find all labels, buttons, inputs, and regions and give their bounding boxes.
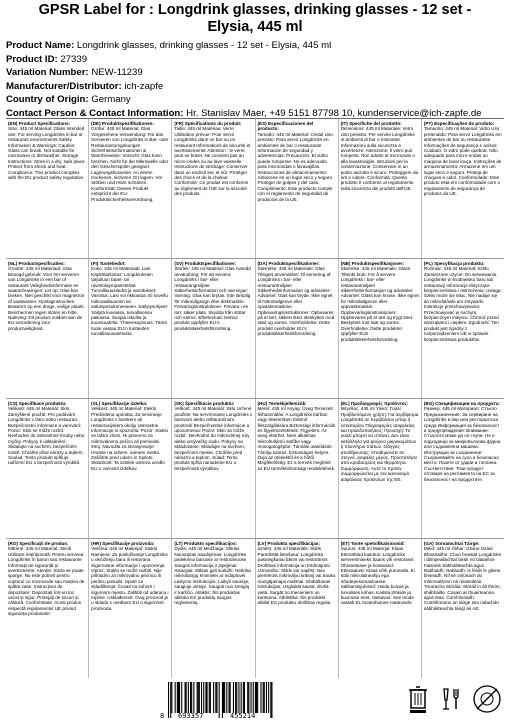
spec-row	[6, 538, 504, 678]
spec-heading: (FR) Spécifications du produit:	[174, 121, 242, 126]
spec-text: Größe: 445 ml Material: Glas Vorgesehene Verwendung: Für das Servieren von Longdrinks in Bar- oder Restaurantumgebungen Sicherheitsinformationen & Warnhinweise: Vorsicht: Glas kann brechen. Nicht für die Mikrowelle oder den Geschirrspüler geeignet. Lagerungshinweise: An einem trockenen, sicheren Ort lagern. Vor Stößen und Hitze schützen. Konformität: Dieses Produkt entspricht der EU-Produktsicherheitsverordnung.	[91, 126, 169, 202]
barcode-bar	[266, 682, 267, 713]
spec-text: Méret: 445 ml Anyag: Üveg Tervezett felhasználás: A Longdrinks bárban vagy étteremben történő felszolgálására Biztonsági információk és figyelmeztetések: Figyelem: Az üveg eltörhet. Nem alkalmas mikrohullámú sütőbe vagy mosogatógépbe. Tárolási utasítások: Tárolja száraz, biztonságos helyen. Óvja az ütésektől és a hőtől. Megfelelőség: Ez a termék megfelel az EU termékbiztonsági rendeletének.	[257, 406, 336, 471]
barcode-bar	[203, 682, 204, 713]
barcode-bar	[224, 682, 225, 713]
barcode-bar	[238, 682, 239, 713]
no-dishwasher-icon	[472, 684, 502, 714]
spec-text: Dimensioni: 445 ml Materiale: Vetro Uso previsto: Per servire Longdrinks in ambienti di bar o ristorante Informazioni sulla sicurezza e avvertenze: Attenzione: Il vetro può rompersi. Non adatto al microonde o alla lavastoviglie. Istruzioni per la conservazione: Conservare in un posto asciutto e sicuro. Proteggere da urti e calore. Conformità: Questo prodotto è conforme al regolamento sulla sicurezza dei prodotti dell'UE.	[340, 126, 419, 191]
spec-cell	[171, 119, 254, 258]
spec-cell	[88, 259, 171, 398]
barcode-bar	[193, 682, 194, 713]
barcode-bar	[253, 682, 254, 713]
spec-text: Grootte: 445 ml Materiaal: Glas Beoogd gebruik: Voor het serveren van Longdrinks in een bar of restaurant Veiligheidsinformatie en waarschuwingen: Let op: Glas kan breken. Niet geschikt voor magnetron of vaatwasser. Opslaginstructies: Bewaren op een droge, veilige plaats. Beschermen tegen stoten en hitte. Naleving: Dit product voldoet aan de EU-verordening voor productveiligheid.	[8, 266, 85, 331]
label-title: GPSR Label for : Longdrink glasses, drinking glasses - 12 set - Elysia, 445 ml	[38, 2, 472, 35]
spec-text: Izmērs: 445 ml Materiāls: Stikls Paredzētā lietošana: Longdrinks pasniegšanai bāros vai restorānos Drošības informācija un brīdinājumi: Uzmanību: Stikls var saplīst. Nav piemērots mikroviļņu krāsnij vai trauku mazgājamajai mašīnai. Glabāšanas instrukcijas: Uzglabāt sausā, drošā vietā. Sargāt no triecieniem un karstuma. Atbilstība: Šis produkts atbilst ES produktu drošības regulai.	[257, 546, 336, 606]
spec-text: Koko: 445 ml Materiaali: Lasi Käyttötarkoitus: Longdrinksien tarjoiluun baari- tai ravintolaympäristössä Turvallisuustiedot ja varoitukset: Varoitus: Lasi voi rikkoutua. Ei sovellu mikroaaltouuniin tai astianpesukoneeseen. Säilytysohjeet: Säilytä kuivassa, turvallisessa paikassa. Suojaa iskuilta ja kuumuudelta. Yhteensopivuus: Tämä tuote vastaa EU:n tuotteiden turvallisuusasetusta.	[91, 266, 169, 337]
disposal-bin-icon	[406, 684, 430, 714]
barcode-bar	[197, 682, 198, 713]
spec-text: Dydis: 445 ml Medžiaga: Stiklas Numatytas naudojimas: Longdrinks patiekimui baruose ar restoranuose Saugos informacija ir įspėjimai: Atsargiai: Stiklas gali sudužti. Netinka mikrobangų krosnelei ar indaplovei. Laikymo instrukcijos: Laikyti sausoje, saugioje vietoje. Saugoti nuo smūgių ir karščio. Atitiktis: Šis produktas atitinka ES produktų saugos reglamentą.	[174, 546, 251, 606]
spec-heading: (IT) Specifiche del prodotto:	[340, 121, 402, 126]
spec-text: Mărime: 445 ml Material: Sticlă Utilizare intenționată: Pentru servirea Longdrinks în baruri sau restaurante Informații de siguranță și avertismente: Atenție: Sticla se poate sparge. Nu este potrivit pentru cuptorul cu microunde sau mașina de spălat vase. Instrucțiuni de depozitare: Depozitați într-un loc uscat și sigur. Protejați de șocuri și căldură. Conformitate: Acest produs respectă regulamentul UE privind siguranța produselor.	[8, 546, 85, 617]
spec-heading: (SV) Produktspecifikationer:	[174, 261, 237, 266]
spec-text: Μέγεθος: 445 ml Υλικό: Γυαλί Προβλεπόμενη χρήση: Για σερβίρισμα Longdrinks σε περιβάλλον μπαρ ή εστιατορίου Πληροφορίες ασφαλείας και προειδοποιήσεις: Προσοχή: Το γυαλί μπορεί να σπάσει. Δεν είναι κατάλληλο για φούρνο μικροκυμάτων ή πλυντήριο πιάτων. Οδηγίες αποθήκευσης: Αποθηκεύστε σε στεγνό, ασφαλές μέρος. Προστατέψτε από κραδασμούς και θερμότητα. Συμμόρφωση: Αυτό το προϊόν συμμορφώνεται με τον κανονισμό ασφάλειας προϊόντων της ΕΕ.	[340, 406, 419, 482]
spec-heading: (BG) Спецификации на продукта:	[423, 401, 500, 406]
barcode-bar	[199, 682, 200, 713]
barcode-bar	[177, 682, 178, 713]
spec-heading: (DE) Produktspezifikationen:	[91, 121, 154, 126]
barcode-bar	[236, 682, 237, 713]
barcode-bar	[219, 682, 220, 718]
glass-fork-icon	[436, 684, 466, 714]
barcode-bar	[263, 682, 264, 713]
barcode-bar	[247, 682, 248, 713]
spec-heading: (SK) Špecifikácie produktu:	[174, 401, 235, 406]
barcode-digits-left: 693357	[178, 712, 204, 720]
spec-text: Размер: 445 ml Материал: Стъкло Предназначение: За сервиране на Longdrinks в бар или ресторантска среда Информация за безопасност и предупреждения: Внимание: Стъклото може да се счупи. Не е подходящо за микровълнова фурна или съдомиялна машина. Инструкции за съхранение: Съхранявайте на сухо и безопасно място. Пазете от удари и топлина. Съответствие: Този продукт отговаря на регламента на ЕС за безопасност на продуктите.	[423, 406, 501, 482]
spec-cell	[88, 539, 171, 678]
barcode-bar	[198, 682, 199, 713]
barcode-bar	[215, 682, 216, 713]
barcode-bar	[260, 682, 261, 713]
spec-grid	[6, 118, 504, 678]
spec-cell	[6, 399, 88, 538]
spec-row	[6, 398, 504, 538]
barcode-bar	[178, 682, 179, 713]
spec-cell	[6, 119, 88, 258]
care-icons	[406, 684, 502, 714]
spec-text: Velikost: 445 ml Materiál: Sklo Zamýšlené použití: Pro podávání Longdrinks v baru nebo restauraci Bezpečnostní informace a varování: Pozor: Sklo se může rozbít. Nevhodné do mikrovlnné trouby nebo myčky. Pokyny k uskladnění: Skladujte na suchém, bezpečném místě. Chraňte před nárazy a teplem. Soulad: Tento produkt splňuje nařízení EU o bezpečnosti výrobků.	[8, 406, 85, 466]
spec-cell	[338, 259, 421, 398]
label-footer	[0, 680, 510, 720]
spec-cell	[171, 399, 254, 538]
barcode-bar	[191, 682, 192, 713]
barcode-bar	[257, 682, 258, 713]
spec-cell	[338, 119, 421, 258]
barcode-bar	[213, 682, 214, 713]
spec-heading: (DA) Produktspecifikationer:	[257, 261, 320, 266]
spec-heading: (ET) Toote spetsifikatsioonid:	[340, 541, 405, 546]
spec-row	[6, 118, 504, 258]
spec-heading: (PT) Especificações do produto:	[423, 121, 495, 126]
spec-cell	[421, 119, 504, 258]
spec-text: Tamanho: 445 ml Material: Vidro Uso pretendido: Para servir Longdrinks em ambientes de bar ou restaurante Informações de segurança e avisos: Cuidado: O vidro pode quebrar. Não adequado para micro-ondas ou máquina de lavar louça. Instruções de armazenamento: Armazene em um lugar seco e seguro. Proteja de choques e calor. Conformidade: Este produto está em conformidade com o regulamento de segurança de produtos da UE.	[423, 126, 502, 197]
barcode-bar	[251, 682, 252, 713]
spec-heading: (ES) Especificaciones del producto:	[257, 121, 314, 132]
spec-cell	[421, 399, 504, 538]
spec-cell	[255, 119, 338, 258]
barcode-bar	[216, 682, 217, 713]
barcode-bar	[170, 682, 171, 718]
barcode-bar	[179, 682, 180, 713]
spec-text: Velikost: 445 ml Material: Steklo Predvidena uporaba: Za serviranje Longdrinks v barskem ali restavracijskem okolju Varnostne informacije in opozorila: Pozor: Steklo se lahko zlomi. Ni primerno za mikrovalovno pečico ali pomivalni stroj. Navodila za shranjevanje: Hranite na suhem, varnem mestu. Zaščitite pred udarci in toploto. Skladnost: Ta izdelek ustreza uredbi EU o varnosti izdelkov.	[91, 406, 169, 471]
barcode-bar	[268, 682, 269, 713]
spec-cell	[421, 539, 504, 678]
spec-heading: (HR) Specifikacije proizvoda:	[91, 541, 155, 546]
spec-cell	[171, 259, 254, 398]
spec-heading: (PL) Specyfikacja produktu:	[423, 261, 485, 266]
barcode-bar	[201, 682, 202, 713]
barcode-bar	[226, 682, 227, 713]
barcode-bar	[175, 682, 176, 713]
spec-text: Veľkosť: 445 ml Materiál: Sklo Určené použitie: Na servírovanie Longdrinks v barovom alebo reštauračnom prostredí Bezpečnostné informácie a upozornenia: Pozor: Sklo sa môže rozbiť. Nevhodné do mikrovlnnej rúry alebo umývačky riadu. Pokyny na skladovanie: Skladujte na suchom, bezpečnom mieste. Chráňte pred nárazmi a teplom. Súlad: Tento produkt spĺňa nariadenie EÚ o bezpečnosti výrobkov.	[174, 406, 253, 471]
spec-cell	[6, 539, 88, 678]
barcode-bar	[186, 682, 187, 713]
barcode-bar	[222, 682, 223, 718]
spec-text: Tamaño: 445 ml Material: Cristal Uso previsto: Para servir Longdrinks en ambientes de bar o restaurante Información de seguridad y advertencias: Precaución: El vidrio puede romperse. No es adecuado para microondas o lavavajillas. Instrucciones de almacenamiento: Almacene en un lugar seco y seguro. Proteger de golpes y del calor. Cumplimiento: Este producto cumple con el reglamento de seguridad de productos de la UE.	[257, 131, 334, 202]
barcode-bar	[255, 682, 256, 713]
barcode-bar	[256, 682, 257, 713]
barcode-bar	[210, 682, 211, 713]
info-product-name: Product Name: Longdrink glasses, drinking glasses - 12 set - Elysia, 445 ml	[6, 40, 332, 51]
spec-heading: (CS) Specifikace produktu:	[8, 401, 67, 406]
barcode-bar	[241, 682, 242, 713]
spec-cell	[255, 539, 338, 678]
info-country: Country of Origin: Germany	[6, 94, 131, 105]
spec-text: Suurus: 445 ml Materjal: Klaas Ettenähtud kasutus: Longdrinks serveerimiseks baaris või restoranis Ohutusteave ja hoiatused: Ettevaatust: Klaas võib puruneda. Ei sobi mikrolaineahju ega nõudepesumasinasse. Säilitamisjuhised: Hoida kuivas ja turvalises kohas. Kaitsta löökide ja kuumuse eest. Vastavus: See toode vastab EL tooteohutuse määrusele.	[340, 546, 415, 606]
barcode-bar	[223, 682, 224, 713]
info-variation-number: Variation Number: NEW-11239	[6, 67, 143, 78]
barcode-bar	[264, 682, 265, 713]
info-manufacturer: Manufacturer/Distributor: ich-zapfe	[6, 80, 164, 92]
spec-heading: (LV) Produkta specifikācijas:	[257, 541, 320, 546]
spec-heading: (NL) Productspecificaties:	[8, 261, 65, 266]
spec-text: Storlek: 445 ml Material: Glas Avsedd användning: För att servera Longdrinks i bar- eller restaurangmiljöer Säkerhetsinformation och varningar: Varning: Glas kan brytas. Inte lämplig för mikrovågsugn eller diskmaskin. Förvaringsinstruktioner: Förvara i en torr, säker plats. Skydda från stötar och värme. Efterlevnad: Denna produkt uppfyller EU:s produktsäkerhetsförordning.	[174, 266, 251, 331]
spec-text: Taille: 445 ml Matériau: Verre Utilisation prévue: Pour servir Longdrinks dans un bar ou un restaurant Informations de sécurité et avertissements: Attention : le verre peut se briser. Ne convient pas au micro-ondes ou au lave-vaisselle. Instructions de stockage: Conserver dans un endroit sec et sûr. Protéger des chocs et de la chaleur. Conformité: Ce produit est conforme au règlement de l'UE sur la sécurité des produits.	[174, 126, 251, 197]
barcode-bar	[270, 682, 271, 718]
spec-cell	[6, 259, 88, 398]
barcode-bar	[207, 682, 208, 713]
barcode-bar	[230, 682, 231, 713]
barcode-bar	[243, 682, 244, 713]
barcode-bar	[235, 682, 236, 713]
barcode-bar	[233, 682, 234, 713]
barcode-bar	[205, 682, 206, 713]
spec-heading: (SL) Specifikacije izdelka:	[91, 401, 148, 406]
spec-cell	[338, 399, 421, 538]
barcode-bar	[244, 682, 245, 713]
spec-cell	[255, 399, 338, 538]
barcode-bar	[171, 682, 172, 713]
barcode-bar	[248, 682, 249, 713]
spec-cell	[338, 539, 421, 678]
product-info	[0, 36, 510, 120]
spec-text: Méid: 445 ml Ábhar: Gloine Úsáid Bheartaithe: Chun freastal Longdrinks i dtimpeallachtaí beáir nó bialainne Faisnéis Sábháilteachta agus Rabhaidh: Rabhadh: Is féidir le gloine briseadh. Níl sé oiriúnach do mhicreathonn ná miasniteoir. Treoracha Stórála: Stóráil in áit thirim, shábháilte. Cosain ar thuairteanna agus teas. Comhlíonadh: Comhlíonann an táirge seo rialachán sábháilteachta táirgí an AE.	[423, 546, 501, 611]
spec-text: Rozmiar: 445 ml Materiał: Szkło Zamierzone użycie: Do serwowania Longdrinks w środowisku baru lub restauracji Informacje dotyczące bezpieczeństwa i ostrzeżenia: Uwaga: Szkło może się stłuc. Nie nadaje się do mikrofalówki ani zmywarki. Instrukcje przechowywania: Przechowywać w suchym, bezpiecznym miejscu. Chronić przed wstrząsami i ciepłem. Zgodność: Ten produkt jest zgodny z rozporządzeniem UE w sprawie bezpieczeństwa produktów.	[423, 266, 502, 342]
spec-cell	[421, 259, 504, 398]
barcode-bar	[168, 682, 169, 718]
info-product-id: Product ID: 27339	[6, 53, 88, 65]
spec-cell	[88, 399, 171, 538]
spec-heading: (RO) Specificații de produs:	[8, 541, 69, 546]
spec-text: Størrelse: 445 ml Materiale: Glass Tiltenkt bruk: For å servere Longdrinks i bar- eller restaurantmiljøer Sikkerhetsinformasjon og advarsler: Advarsel: Glass kan knuse. Ikke egnet for mikrobølgeovn eller oppvaskmaskin. Oppbevaringsinstruksjoner: Oppbevares på et tørt og trygt sted. Beskyttes mot støt og varme. Overholdelse: Dette produktet oppfyller EUs produktsikkerhetsforordning.	[340, 266, 419, 342]
barcode-digit-first: 8	[160, 712, 165, 720]
barcode-bar	[181, 682, 182, 713]
spec-cell	[255, 259, 338, 398]
spec-heading: (HU) Termékjellemzők:	[257, 401, 307, 406]
barcode-bar	[185, 682, 186, 713]
barcode-bar	[190, 682, 191, 713]
barcode-digits-right: 455214	[230, 712, 256, 720]
spec-heading: (LT) Produkto specifikacijos:	[174, 541, 238, 546]
barcode-bar	[209, 682, 210, 713]
spec-heading: (EN) Product Specifications:	[8, 121, 71, 126]
barcode-bar	[271, 682, 272, 718]
spec-text: Veličina: 445 ml Materijal: Staklo Namjena: Za posluživanje Longdrinks u okruženju bara ili restorana Sigurnosne informacije i upozorenja: Oprez: Staklo se može razbiti. Nije prikladno za mikrovalnu pećnicu ili perilicu posuđa. Upute za skladištenje: Čuvati na suhom i sigurnom mjestu. Zaštititi od udaraca i topline. Usklađenost: Ovaj proizvod je u skladu s uredbom EU o sigurnosti proizvoda.	[91, 546, 169, 611]
barcode-bar	[229, 682, 230, 713]
spec-heading: (EL) Προδιαγραφές προϊόντος:	[340, 401, 409, 406]
spec-cell	[88, 119, 171, 258]
barcode-bar	[188, 682, 189, 713]
spec-row	[6, 258, 504, 398]
spec-text: Size: 445 ml Material: Glass Intended use: For serving Longdrinks in bar or restaurant environments Safety Information & Warnings: Caution: Glass can break. Not suitable for microwave or dishwasher. Storage Instructions: Store in a dry, safe place. Protect from shock and heat. Compliance: This product complies with the EU product safety regulation.	[8, 126, 86, 181]
info-contact: Contact Person & Contact Information: Hr. Stanislav Maer, +49 5151 87798 10, kundenservice@ich-zapfe.de	[6, 107, 482, 119]
spec-heading: (FI) Tuotetiedot:	[91, 261, 126, 266]
spec-text: Størrelse: 445 ml Materiale: Glas Tilsigtet anvendelse: Til servering af Longdrinks i bar- eller restaurantmiljøer Sikkerhedsinformation og advarsler: Advarsel: Glas kan bryde. Ikke egnet til mikrobølgeovn eller opvaskemaskine. Opbevaringsinstruktioner: Opbevares på et tørt, sikkert sted. Beskyttes mod stød og varme. Overholdelse: Dette produkt overholder EU's produktsikkerhedsforordning.	[257, 266, 335, 337]
spec-cell	[171, 539, 254, 678]
spec-heading: (GA) Sonraíochtaí Táirge:	[423, 541, 480, 546]
spec-heading: (NB) Produktspesifikasjoner:	[340, 261, 404, 266]
